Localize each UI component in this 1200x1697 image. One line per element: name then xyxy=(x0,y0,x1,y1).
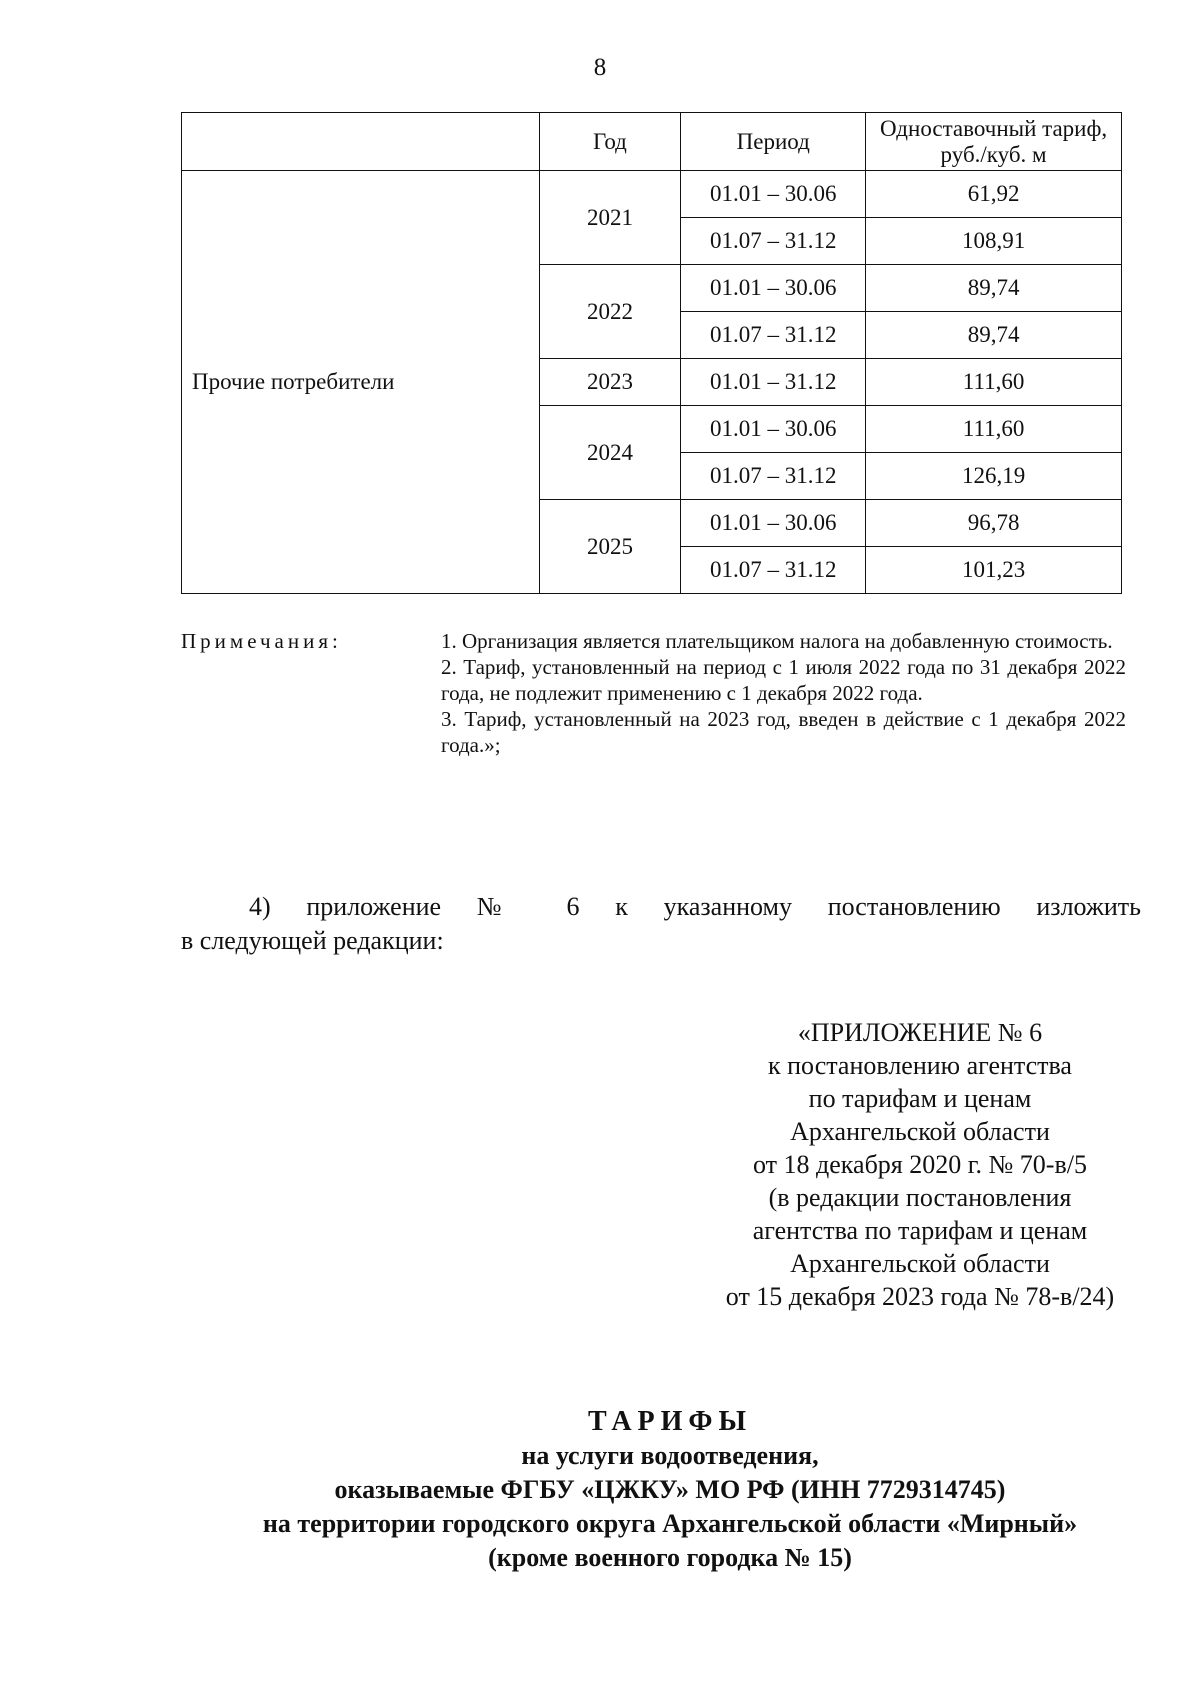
amendment-line-2: в следующей редакции: xyxy=(181,926,444,955)
heading-line: на услуги водоотведения, xyxy=(521,1441,819,1470)
year-cell: 2025 xyxy=(539,500,681,594)
period-cell: 01.07 – 31.12 xyxy=(681,218,866,265)
note-item-1: 1. Организация является плательщиком налога на добавленную стоимость. xyxy=(441,629,1113,653)
period-cell: 01.01 – 31.12 xyxy=(681,359,866,406)
appendix-line: от 18 декабря 2020 г. № 70-в/5 xyxy=(753,1150,1087,1179)
tariff-table xyxy=(181,112,1122,594)
tariff-cell: 101,23 xyxy=(866,547,1122,594)
year-cell: 2021 xyxy=(539,171,681,265)
tariff-cell: 89,74 xyxy=(866,265,1122,312)
period-cell: 01.07 – 31.12 xyxy=(681,547,866,594)
appendix-line: «ПРИЛОЖЕНИЕ № 6 xyxy=(797,1018,1043,1047)
year-cell: 2022 xyxy=(539,265,681,359)
notes-label: Примечания: xyxy=(181,629,342,653)
page-number: 8 xyxy=(593,54,607,81)
note-item-2: 2. Тариф, установленный на период с 1 июля 2022 года по 31 декабря 2022 года, не подлежит применению с 1 декабря 2022 года. xyxy=(441,655,1126,705)
year-cell: 2024 xyxy=(539,406,681,500)
period-cell: 01.07 – 31.12 xyxy=(681,453,866,500)
period-cell: 01.01 – 30.06 xyxy=(681,171,866,218)
tariff-cell: 111,60 xyxy=(866,359,1122,406)
tariff-cell: 96,78 xyxy=(866,500,1122,547)
amendment-line-1: 4) приложение № 6 к указанному постановлению изложить xyxy=(249,892,1141,921)
appendix-line: от 15 декабря 2023 года № 78-в/24) xyxy=(725,1282,1115,1311)
period-cell: 01.07 – 31.12 xyxy=(681,312,866,359)
appendix-reference xyxy=(690,1016,1150,1313)
tariff-cell: 111,60 xyxy=(866,406,1122,453)
appendix-line: к постановлению агентства xyxy=(768,1051,1072,1080)
period-cell: 01.01 – 30.06 xyxy=(681,500,866,547)
header-tariff: Одноставочный тариф, руб./куб. м xyxy=(866,113,1122,171)
note-item-3: 3. Тариф, установленный на 2023 год, введен в действие с 1 декабря 2022 года.»; xyxy=(441,707,1126,757)
consumer-cell: Прочие потребители xyxy=(182,171,540,594)
appendix-line: Архангельской области xyxy=(790,1117,1050,1146)
period-cell: 01.01 – 30.06 xyxy=(681,265,866,312)
header-period: Период xyxy=(681,113,866,171)
amendment-paragraph xyxy=(181,890,1141,958)
appendix-line: по тарифам и ценам xyxy=(808,1084,1032,1113)
appendix-line: (в редакции постановления xyxy=(768,1183,1072,1212)
heading-line: оказываемые ФГБУ «ЦЖКУ» МО РФ (ИНН 7729314745) xyxy=(334,1475,1006,1504)
tariff-cell: 126,19 xyxy=(866,453,1122,500)
tariff-cell: 61,92 xyxy=(866,171,1122,218)
tariffs-heading xyxy=(0,1405,1200,1575)
year-cell: 2023 xyxy=(539,359,681,406)
heading-line: на территории городского округа Архангельской области «Мирный» xyxy=(262,1509,1078,1538)
header-consumer xyxy=(182,113,540,171)
notes-list xyxy=(441,628,1126,758)
tariffs-title: ТАРИФЫ xyxy=(588,1406,752,1437)
appendix-line: Архангельской области xyxy=(790,1249,1050,1278)
table-header-row xyxy=(182,113,1122,171)
appendix-line: агентства по тарифам и ценам xyxy=(752,1216,1088,1245)
tariff-cell: 89,74 xyxy=(866,312,1122,359)
header-year: Год xyxy=(539,113,681,171)
period-cell: 01.01 – 30.06 xyxy=(681,406,866,453)
tariff-table-body xyxy=(182,113,1122,594)
tariff-cell: 108,91 xyxy=(866,218,1122,265)
table-row xyxy=(182,171,1122,218)
heading-line: (кроме военного городка № 15) xyxy=(488,1543,852,1572)
